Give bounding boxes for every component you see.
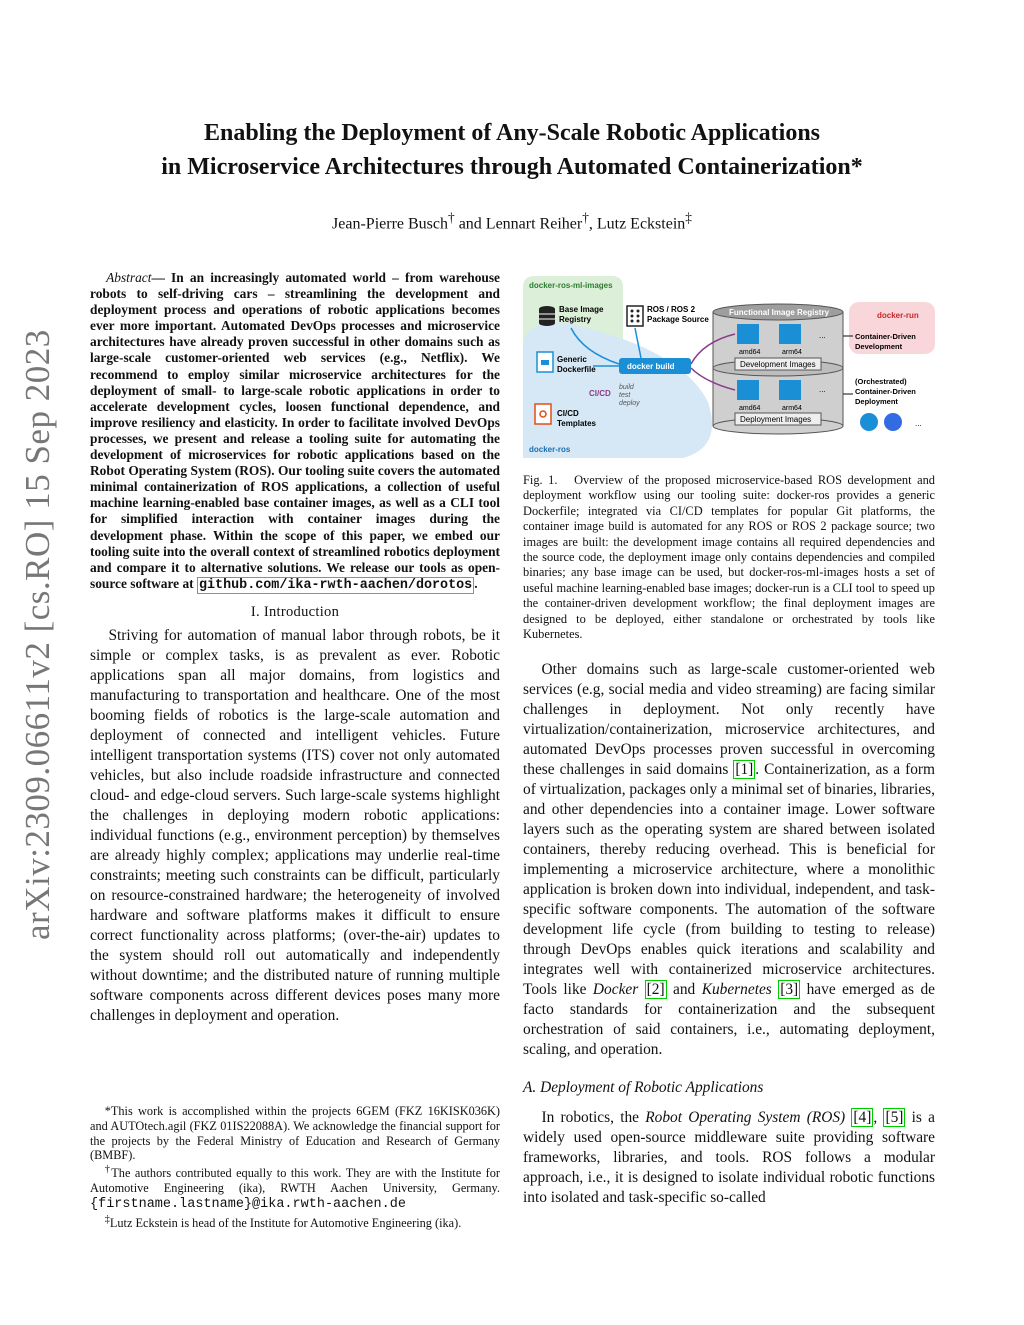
paragraph-other-domains: Other domains such as large-scale customer-oriented web services (e.g, social media and video streaming) are facing similar challenges in deployment. Not only recently have virtualization/containerization, microservice architectures, and automated DevOps processes proven successful in overcoming these challenges in said domains [1] . Containerization, as a form of virtualization, packages only a minimal set of binaries, libraries, and other dependencies into a container image. Lower software layers such as the operating system are shared between isolated containers, thereby reducing overhead. This is beneficial for implementing a microservice architecture, where a monolithic application is broken down into individual, independent, and task-specific software components. The automation of the software development life cycle (from building to testing to release) through DevOps enables quick iterations and scalability and integrates well with containerized microservice architectures. Tools like Docker [2] and Kubernetes [3] have emerged as de facto standards for containerization and the subsequent orchestration of said containers, i.e., automating deployment, scaling, and operation. [523, 661, 936, 1058]
svg-text:Package Source: Package Source [647, 315, 709, 324]
title-line-2: in Microservice Architectures through Automated Containerization* [161, 154, 863, 180]
image-cube-icon [779, 380, 801, 400]
authors: Jean-Pierre Busch† and Lennart Reiher†, Lutz Eckstein‡ [332, 210, 692, 233]
kubernetes-icon [884, 413, 902, 431]
abstract-label: Abstract [106, 270, 152, 285]
cicd-deploy: deploy [619, 400, 640, 407]
footnote-authors: †The authors contributed equally to this work. They are with the Institute for Automotive Engineering (ika), RWTH Aachen University, Germany. {firstname.lastname}@ika.rwth-aachen.de [90, 1164, 500, 1212]
title-line-1: Enabling the Deployment of Any-Scale Robotic Applications [203, 120, 821, 146]
citation-5[interactable]: [5] [885, 1109, 904, 1126]
author-email[interactable]: {firstname.lastname}@ika.rwth-aachen.de [90, 1196, 406, 1212]
svg-text:Registry: Registry [559, 315, 592, 324]
repo-link[interactable]: github.com/ika-rwth-aachen/dorotos [198, 577, 473, 593]
svg-text:Templates: Templates [557, 419, 596, 428]
git-icon [535, 404, 551, 424]
ml-images-label: docker-ros-ml-images [529, 281, 613, 290]
cicd-test: test [619, 392, 631, 399]
footnote-eckstein: ‡Lutz Eckstein is head of the Institute for Automotive Engineering (ika). [104, 1213, 462, 1230]
deploy-images-label: Deployment Images [740, 415, 812, 424]
docker-ros-region [523, 322, 712, 458]
abstract: Abstract— In an increasingly automated world – from warehouse robots to self-driving cars – streamlining the development and deployment process and operations of robotic applications becomes ever more important. Automated DevOps processes and microservice architectures have already proven successful in other domains such as large-scale customer-oriented web services (e.g., Netflix). We recommend to employ similar microservice architectures for the deployment of small- to large-scale robotic applications in order to accelerate development cycles, loosen functional dependence, and improve resiliency and elasticity. In order to facilitate involved DevOps processes, we present and release a tooling suite for automating the development of microservices for robotic applications based on the Robot Operating System (ROS). Our tooling suite covers the automated minimal containerization of ROS applications, a collection of useful machine learning-enabled base container images, as well as a CLI tool for simplified interaction with container images during the development phase. Within the scope of this paper, we embed our tooling suite into the overall context of streamlined robotics deployment and compare it to alternative solutions. We release our tools as open-source software at github.com/ika-rwth-aachen/dorotos . I. Introduction Striving for automation of manual labor through robots, be it simple or complex tasks, is as prevalent as ever. Robotic applications span all major domains, from logistics and manufacturing to transportation and healthcare. One of the most booming fields of robotics is the large-scale automation and deployment of connected and intelligent vehicles. Future intelligent transportation systems (ITS) cover not only automated vehicles, but also include roadside infrastructure and connected cloud- and edge-cloud servers. Such large-scale systems highlight the challenges in deploying modern robotic applications: individual functions (e.g., environment perception) by themselves are already highly complex; applications may underlie real-time constraints; meeting such constraints can be difficult, particularly on resource-constrained hardware; the heterogeneity of involved hardware and software platforms makes it difficult to ensure correct functionality across platforms; (over-the-air) updates to the system should roll out automatically and independently without downtime; and the distributed nature of running multiple software components across different devices poses many more challenges in deployment and operation. [90, 270, 500, 1024]
robot-icon [860, 413, 878, 431]
caption-text: Overview of the proposed microservice-based ROS development and deployment workflow using our tooling suite: docker-ros provides a generic Dockerfile; integrated via CI/CD templates for popular Git platforms, the container image build is automated for any ROS or ROS 2 package source; two images are built: the development image contains all required dependencies and the source code, the deployment image only contains dependencies and compiled binaries; any base image can be used, but docker-ros-ml-images hosts a set of useful machine learning-enabled base images; docker-run is a CLI tool to speed up the container-driven development workflow; the final deployment images are designed to be deployed, either standalone or orchestrated by tools like Kubernetes. [523, 473, 935, 642]
citation-1[interactable]: [1] [735, 761, 754, 778]
cicd-build: build [619, 384, 634, 391]
container-dev-label: Container-Driven [855, 332, 916, 341]
image-cube-icon [737, 324, 759, 344]
image-cube-icon [779, 324, 801, 344]
caption-label: Fig. 1. [523, 473, 558, 487]
docker-run-label: docker-run [877, 311, 919, 320]
orch-label-3: Deployment [855, 397, 898, 406]
citation-4[interactable]: [4] [853, 1109, 872, 1126]
ros-source-label: ROS / ROS 2 [647, 305, 696, 314]
base-registry-label: Base Image [559, 305, 604, 314]
deploy-arm64: arm64 [782, 405, 802, 412]
generic-dockerfile-label: Generic [557, 355, 587, 364]
section-heading-introduction: I. Introduction [250, 603, 340, 620]
orch-label-1: (Orchestrated) [855, 377, 907, 386]
paper-title [0, 116, 1024, 184]
figure-1 [523, 272, 935, 462]
docker-ros-label: docker-ros [529, 445, 571, 454]
citation-2[interactable]: [2] [646, 981, 665, 998]
arxiv-identifier: arXiv:2309.06611v2 [cs.RO] 15 Sep 2023 [18, 329, 57, 940]
ros-package-icon [627, 306, 643, 326]
right-column-text [523, 660, 935, 1208]
svg-text:Development: Development [855, 342, 903, 351]
dev-amd64: amd64 [739, 349, 761, 356]
functional-registry-label: Functional Image Registry [729, 308, 830, 317]
svg-text:...: ... [819, 385, 826, 394]
footnote-funding: *This work is accomplished within the projects 6GEM (FKZ 16KISK036K) and AUTOtech.agil (FKZ 01IS22088A). We acknowledge the financial support for the projects by the Federal Ministry of Education and Research of Germany (BMBF). [90, 1104, 500, 1163]
cicd-templates-label: CI/CD [557, 409, 579, 418]
cicd-label: CI/CD [589, 389, 611, 398]
database-icon [539, 306, 555, 326]
figure-caption [523, 473, 935, 642]
subsection-heading: A. Deployment of Robotic Applications [523, 1079, 764, 1096]
dev-images-label: Development Images [740, 360, 816, 369]
orch-label-2: Container-Driven [855, 387, 916, 396]
citation-3[interactable]: [3] [780, 981, 799, 998]
abstract-text: — In an increasingly automated world – from warehouse robots to self-driving cars – streamlining the development and deployment process and operations of robotic applications becomes ever more important. Automated DevOps processes and microservice architectures have already proven successful in other domains such as large-scale customer-oriented web services (e.g., Netflix). We recommend to employ similar microservice architectures for the deployment of small- to large-scale robotic applications in order to accelerate development cycles, loosen functional dependence, and improve resiliency and elasticity. In order to facilitate involved DevOps processes, we present and release a tooling suite for automating the development of microservices for robotic applications based on the Robot Operating System (ROS). Our tooling suite covers the automated minimal containerization of ROS applications, a collection of useful machine learning-enabled base container images, as well as a CLI tool for simplified interaction with container images during the development phase. Within the scope of this paper, we embed our tooling suite into the overall context of streamlined robotics deployment and compare it to alternative solutions. We release our tools as open-source software at [90, 270, 500, 591]
docker-build-label: docker build [627, 362, 675, 371]
svg-text:Dockerfile: Dockerfile [557, 365, 596, 374]
dev-arm64: arm64 [782, 349, 802, 356]
image-cube-icon [737, 380, 759, 400]
footnotes [90, 1104, 500, 1231]
paragraph-ros: In robotics, the Robot Operating System (ROS) [4] , [5] is a widely used open-source middleware suite providing software frameworks, libraries, and tools. ROS follows a modular approach, i.e., it is designed to isolate individual robotic functions into isolated and task-specific so-called [523, 1109, 935, 1206]
dockerfile-icon [537, 352, 553, 372]
intro-paragraph: Striving for automation of manual labor through robots, be it simple or complex tasks, is as prevalent as ever. Robotic applications span all major domains, from logistics and manufacturing to transportation and healthcare. One of the most booming fields of robotics is the large-scale automation and deployment of connected and intelligent vehicles. Future intelligent transportation systems (ITS) cover not only automated vehicles, but also include roadside infrastructure and connected cloud- and edge-cloud servers. Such large-scale systems highlight the challenges in deploying modern robotic applications: individual functions (e.g., environment perception) by themselves are already highly complex; applications may underlie real-time constraints; meeting such constraints can be difficult, particularly on resource-constrained hardware; the heterogeneity of involved hardware and software platforms makes it difficult to ensure correct functionality across platforms; (over-the-air) updates to the system should roll out automatically and independently without downtime; and the distributed nature of running multiple software components across different devices poses many more challenges in deployment and operation. [90, 626, 500, 1024]
svg-text:...: ... [819, 331, 826, 340]
svg-text:...: ... [915, 419, 922, 428]
deploy-amd64: amd64 [739, 405, 761, 412]
